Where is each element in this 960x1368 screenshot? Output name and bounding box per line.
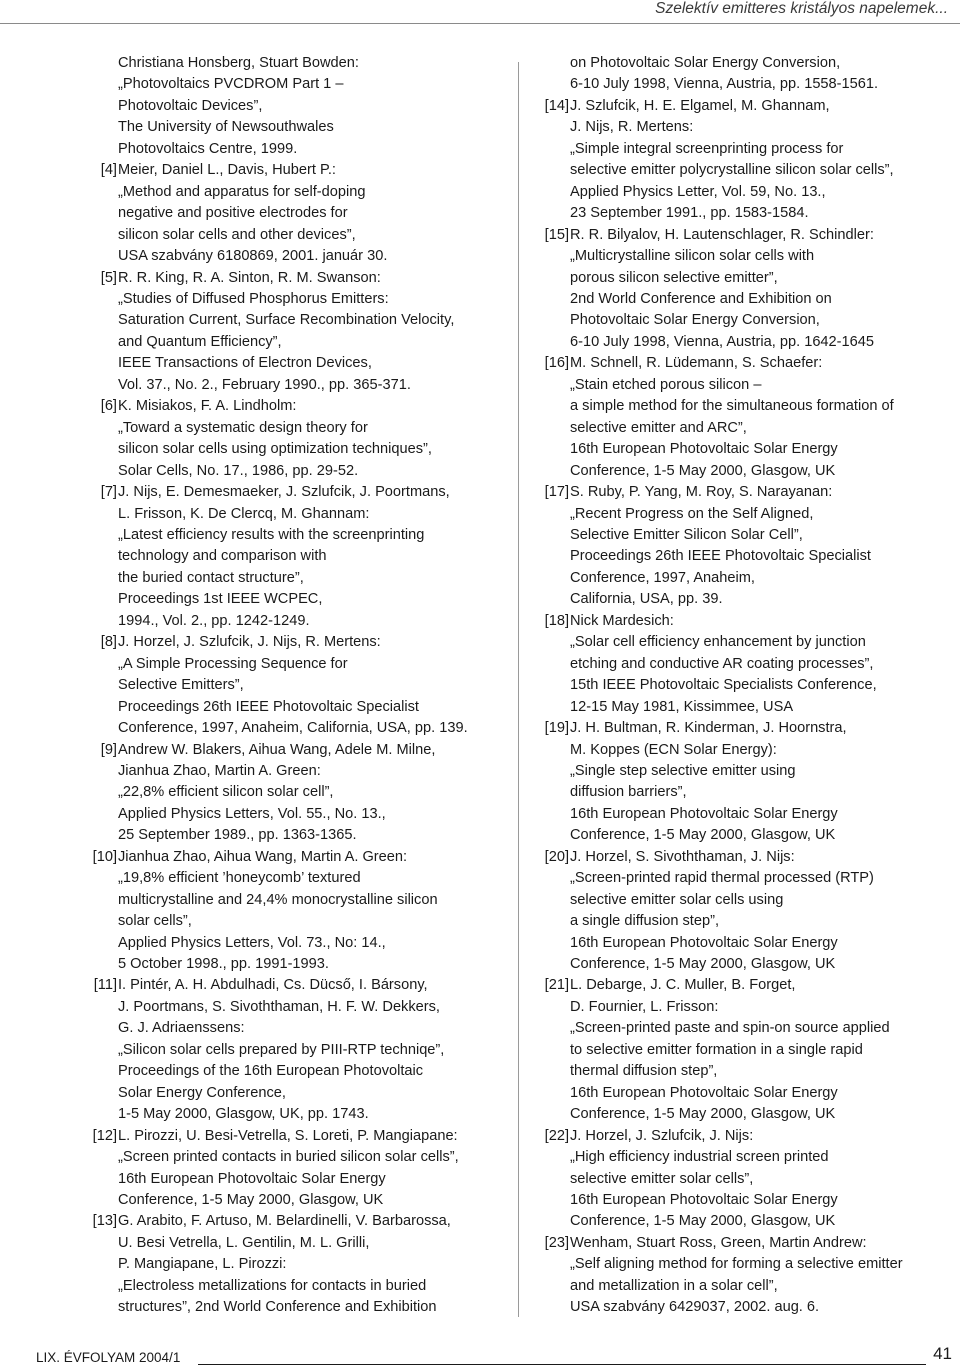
reference-line: selective emitter and ARC”,	[570, 419, 747, 436]
reference-entry	[532, 975, 952, 1125]
reference-text	[118, 975, 510, 1125]
reference-entry	[80, 740, 510, 847]
footer-volume: LIX. ÉVFOLYAM 2004/1	[36, 1350, 181, 1365]
reference-line: „Screen printed contacts in buried silicon solar cells”,	[118, 1149, 459, 1166]
page-number: 41	[933, 1344, 952, 1363]
reference-line: J. Nijs, R. Mertens:	[570, 119, 694, 136]
reference-text	[570, 482, 952, 611]
running-header	[0, 0, 960, 24]
reference-text	[118, 53, 510, 160]
reference-entry	[532, 53, 952, 96]
reference-line: Conference, 1-5 May 2000, Glasgow, UK	[570, 956, 836, 973]
reference-line: selective emitter solar cells using	[570, 891, 784, 908]
reference-line: 16th European Photovoltaic Solar Energy	[570, 1084, 838, 1101]
reference-line: 1994., Vol. 2., pp. 1242-1249.	[118, 612, 310, 629]
page-footer	[0, 1340, 960, 1368]
reference-line: 16th European Photovoltaic Solar Energy	[570, 441, 838, 458]
reference-text	[118, 268, 510, 397]
reference-line: diffusion barriers”,	[570, 784, 687, 801]
reference-line: Selective Emitters”,	[118, 677, 244, 694]
reference-number: [17]	[544, 484, 569, 501]
reference-line: 2nd World Conference and Exhibition on	[570, 290, 832, 307]
reference-line: „Silicon solar cells prepared by PIII-RTP techniqe”,	[118, 1041, 445, 1058]
reference-entry	[80, 396, 510, 482]
reference-line: Proceedings 26th IEEE Photovoltaic Specialist	[570, 548, 871, 565]
reference-line: silicon solar cells and other devices”,	[118, 226, 356, 243]
reference-line: Wenham, Stuart Ross, Green, Martin Andrew:	[570, 1234, 867, 1251]
reference-line: Conference, 1997, Anaheim, California, USA, pp. 139.	[118, 720, 468, 737]
reference-line: 25 September 1989., pp. 1363-1365.	[118, 827, 357, 844]
reference-entry	[532, 482, 952, 611]
reference-line: Proceedings 26th IEEE Photovoltaic Specialist	[118, 698, 419, 715]
reference-line: 6-10 July 1998, Vienna, Austria, pp. 1642-1645	[570, 333, 874, 350]
reference-line: Proceedings 1st IEEE WCPEC,	[118, 591, 323, 608]
reference-entry	[80, 268, 510, 397]
reference-line: 12-15 May 1981, Kissimmee, USA	[570, 698, 794, 715]
reference-entry	[532, 1233, 952, 1319]
reference-line: and metallization in a solar cell”,	[570, 1277, 778, 1294]
reference-number: [5]	[100, 269, 117, 286]
reference-line: Photovoltaics Centre, 1999.	[118, 140, 298, 157]
reference-line: multicrystalline and 24,4% monocrystalline silicon	[118, 891, 438, 908]
reference-line: Solar Energy Conference,	[118, 1084, 286, 1101]
reference-text	[570, 1126, 952, 1233]
reference-number: [4]	[100, 162, 117, 179]
reference-entry	[80, 1126, 510, 1212]
reference-number: [10]	[92, 848, 117, 865]
reference-line: D. Fournier, L. Frisson:	[570, 998, 719, 1015]
reference-line: Conference, 1-5 May 2000, Glasgow, UK	[570, 462, 836, 479]
reference-line: 15th IEEE Photovoltaic Specialists Conference,	[570, 677, 877, 694]
reference-line: „19,8% efficient ’honeycomb’ textured	[118, 870, 361, 887]
reference-line: L. Pirozzi, U. Besi-Vetrella, S. Loreti, P. Mangiapane:	[118, 1127, 458, 1144]
reference-line: „Solar cell efficiency enhancement by junction	[570, 634, 866, 651]
reference-line: G. Arabito, F. Artuso, M. Belardinelli, V. Barbarossa,	[118, 1213, 451, 1230]
reference-line: 6-10 July 1998, Vienna, Austria, pp. 1558-1561.	[570, 76, 879, 93]
reference-line: K. Misiakos, F. A. Lindholm:	[118, 398, 297, 415]
reference-text	[118, 1126, 510, 1212]
reference-line: Conference, 1-5 May 2000, Glasgow, UK	[570, 1106, 836, 1123]
reference-line: „Self aligning method for forming a selective emitter	[570, 1256, 903, 1273]
reference-line: R. R. King, R. A. Sinton, R. M. Swanson:	[118, 269, 381, 286]
reference-line: The University of Newsouthwales	[118, 119, 334, 136]
reference-line: I. Pintér, A. H. Abdulhadi, Cs. Dücső, I. Bársony,	[118, 977, 428, 994]
reference-text	[570, 847, 952, 976]
reference-line: structures”, 2nd World Conference and Exhibition	[118, 1299, 437, 1316]
reference-line: selective emitter solar cells”,	[570, 1170, 754, 1187]
reference-line: etching and conductive AR coating processes”,	[570, 655, 874, 672]
reference-entry	[80, 53, 510, 160]
reference-entry	[532, 96, 952, 225]
reference-line: „Method and apparatus for self-doping	[118, 183, 366, 200]
reference-line: 16th European Photovoltaic Solar Energy	[570, 805, 838, 822]
reference-line: USA szabvány 6429037, 2002. aug. 6.	[570, 1299, 820, 1316]
reference-line: Photovoltaic Devices”,	[118, 97, 263, 114]
running-header-title: Szelektív emitteres kristályos napelemek...	[655, 0, 948, 17]
reference-number: [18]	[544, 612, 569, 629]
reference-line: Selective Emitter Silicon Solar Cell”,	[570, 526, 803, 543]
reference-line: Conference, 1-5 May 2000, Glasgow, UK	[118, 1192, 384, 1209]
reference-entry	[532, 353, 952, 482]
reference-number: [21]	[544, 977, 569, 994]
reference-line: Vol. 37., No. 2., February 1990., pp. 365-371.	[118, 376, 411, 393]
reference-line: Solar Cells, No. 17., 1986, pp. 29-52.	[118, 462, 359, 479]
reference-line: Conference, 1-5 May 2000, Glasgow, UK	[570, 827, 836, 844]
reference-line: Jianhua Zhao, Martin A. Green:	[118, 762, 321, 779]
reference-text	[118, 847, 510, 976]
reference-line: L. Frisson, K. De Clercq, M. Ghannam:	[118, 505, 370, 522]
reference-number: [15]	[544, 226, 569, 243]
reference-line: J. Szlufcik, H. E. Elgamel, M. Ghannam,	[570, 97, 830, 114]
reference-text	[118, 1211, 510, 1318]
reference-line: 23 September 1991., pp. 1583-1584.	[570, 205, 809, 222]
reference-line: Jianhua Zhao, Aihua Wang, Martin A. Green:	[118, 848, 408, 865]
reference-entry	[80, 847, 510, 976]
reference-line: G. J. Adriaenssens:	[118, 1020, 245, 1037]
reference-number: [12]	[92, 1127, 117, 1144]
reference-number: [7]	[100, 484, 117, 501]
reference-entry	[80, 482, 510, 632]
reference-text	[118, 740, 510, 847]
footer-rule	[198, 1364, 926, 1365]
reference-text	[118, 482, 510, 632]
reference-entry	[532, 1126, 952, 1233]
reference-line: to selective emitter formation in a single rapid	[570, 1041, 863, 1058]
reference-entry	[532, 225, 952, 354]
reference-text	[570, 975, 952, 1125]
reference-line: J. Horzel, J. Szlufcik, J. Nijs, R. Mertens:	[118, 634, 381, 651]
reference-number: [9]	[100, 741, 117, 758]
reference-text	[570, 96, 952, 225]
reference-number: [11]	[93, 977, 117, 994]
reference-number: [13]	[92, 1213, 117, 1230]
reference-line: J. H. Bultman, R. Kinderman, J. Hoornstra,	[570, 720, 847, 737]
reference-number	[532, 53, 570, 96]
reference-line: Christiana Honsberg, Stuart Bowden:	[118, 55, 359, 71]
header-rule	[0, 23, 960, 24]
reference-line: silicon solar cells using optimization techniques”,	[118, 441, 432, 458]
reference-line: California, USA, pp. 39.	[570, 591, 723, 608]
reference-line: 16th European Photovoltaic Solar Energy	[570, 934, 838, 951]
reference-line: Proceedings of the 16th European Photovoltaic	[118, 1063, 424, 1080]
reference-line: J. Horzel, J. Szlufcik, J. Nijs:	[570, 1127, 754, 1144]
reference-line: „Screen-printed rapid thermal processed (RTP)	[570, 870, 874, 887]
reference-number: [14]	[544, 97, 569, 114]
reference-line: „Studies of Diffused Phosphorus Emitters:	[118, 290, 389, 307]
reference-line: 16th European Photovoltaic Solar Energy	[118, 1170, 386, 1187]
reference-line: „Latest efficiency results with the screenprinting	[118, 526, 425, 543]
reference-number	[80, 53, 118, 160]
reference-entry	[532, 718, 952, 847]
reference-line: a single diffusion step”,	[570, 913, 720, 930]
reference-text	[570, 1233, 952, 1319]
reference-line: „Simple integral screenprinting process for	[570, 140, 844, 157]
reference-line: P. Mangiapane, L. Pirozzi:	[118, 1256, 287, 1273]
reference-line: 16th European Photovoltaic Solar Energy	[570, 1192, 838, 1209]
reference-line: Photovoltaic Solar Energy Conversion,	[570, 312, 820, 329]
reference-line: Conference, 1997, Anaheim,	[570, 569, 755, 586]
column-divider	[518, 62, 519, 1317]
reference-entry	[532, 847, 952, 976]
reference-line: thermal diffusion step”,	[570, 1063, 718, 1080]
reference-line: „Multicrystalline silicon solar cells with	[570, 248, 815, 265]
reference-line: „Screen-printed paste and spin-on source applied	[570, 1020, 890, 1037]
reference-line: USA szabvány 6180869, 2001. január 30.	[118, 248, 388, 265]
reference-line: U. Besi Vetrella, L. Gentilin, M. L. Grilli,	[118, 1234, 370, 1251]
reference-number: [6]	[100, 398, 117, 415]
reference-line: solar cells”,	[118, 913, 192, 930]
reference-line: porous silicon selective emitter”,	[570, 269, 778, 286]
references-right-column	[532, 53, 952, 1319]
reference-line: „Recent Progress on the Self Aligned,	[570, 505, 814, 522]
reference-line: 5 October 1998., pp. 1991-1993.	[118, 956, 329, 973]
reference-line: Applied Physics Letters, Vol. 73., No: 14.,	[118, 934, 386, 951]
reference-line: M. Schnell, R. Lüdemann, S. Schaefer:	[570, 355, 823, 372]
reference-line: „Single step selective emitter using	[570, 762, 796, 779]
reference-line: J. Poortmans, S. Sivoththaman, H. F. W. Dekkers,	[118, 998, 440, 1015]
reference-line: „High efficiency industrial screen printed	[570, 1149, 829, 1166]
reference-line: Conference, 1-5 May 2000, Glasgow, UK	[570, 1213, 836, 1230]
reference-number: [22]	[544, 1127, 569, 1144]
reference-line: the buried contact structure”,	[118, 569, 304, 586]
reference-number: [8]	[100, 634, 117, 651]
reference-line: „Electroless metallizations for contacts in buried	[118, 1277, 427, 1294]
reference-text	[570, 353, 952, 482]
reference-text	[118, 396, 510, 482]
reference-line: Applied Physics Letter, Vol. 59, No. 13.,	[570, 183, 826, 200]
reference-entry	[80, 1211, 510, 1318]
reference-line: Andrew W. Blakers, Aihua Wang, Adele M. Milne,	[118, 741, 436, 758]
reference-line: Applied Physics Letters, Vol. 55., No. 13.,	[118, 805, 386, 822]
reference-line: IEEE Transactions of Electron Devices,	[118, 355, 372, 372]
reference-line: „Photovoltaics PVCDROM Part 1 –	[118, 76, 344, 93]
reference-line: on Photovoltaic Solar Energy Conversion,	[570, 55, 841, 71]
reference-line: technology and comparison with	[118, 548, 327, 565]
reference-number: [23]	[544, 1234, 569, 1251]
reference-entry	[80, 975, 510, 1125]
reference-text	[118, 632, 510, 739]
reference-line: R. R. Bilyalov, H. Lautenschlager, R. Schindler:	[570, 226, 874, 243]
reference-number: [20]	[544, 848, 569, 865]
reference-line: L. Debarge, J. C. Muller, B. Forget,	[570, 977, 796, 994]
reference-line: J. Horzel, S. Sivoththaman, J. Nijs:	[570, 848, 795, 865]
reference-line: a simple method for the simultaneous formation of	[570, 398, 894, 415]
reference-text	[570, 611, 952, 718]
references-left-column	[80, 53, 510, 1319]
reference-entry	[80, 160, 510, 267]
reference-line: M. Koppes (ECN Solar Energy):	[570, 741, 777, 758]
reference-entry	[80, 632, 510, 739]
reference-line: J. Nijs, E. Demesmaeker, J. Szlufcik, J. Poortmans,	[118, 484, 450, 501]
reference-line: S. Ruby, P. Yang, M. Roy, S. Narayanan:	[570, 484, 833, 501]
reference-line: „Stain etched porous silicon –	[570, 376, 762, 393]
reference-text	[570, 225, 952, 354]
reference-line: „A Simple Processing Sequence for	[118, 655, 348, 672]
reference-line: Meier, Daniel L., Davis, Hubert P.:	[118, 162, 336, 179]
reference-number: [19]	[544, 720, 569, 737]
reference-entry	[532, 611, 952, 718]
reference-text	[118, 160, 510, 267]
reference-text	[570, 718, 952, 847]
reference-line: selective emitter polycrystalline silicon solar cells”,	[570, 162, 894, 179]
reference-line: Nick Mardesich:	[570, 612, 674, 629]
reference-line: negative and positive electrodes for	[118, 205, 348, 222]
reference-line: Saturation Current, Surface Recombination Velocity,	[118, 312, 455, 329]
reference-line: „22,8% efficient silicon solar cell”,	[118, 784, 334, 801]
reference-line: and Quantum Efficiency”,	[118, 333, 282, 350]
reference-number: [16]	[544, 355, 569, 372]
reference-line: 1-5 May 2000, Glasgow, UK, pp. 1743.	[118, 1106, 369, 1123]
reference-text	[570, 53, 952, 96]
reference-line: „Toward a systematic design theory for	[118, 419, 368, 436]
